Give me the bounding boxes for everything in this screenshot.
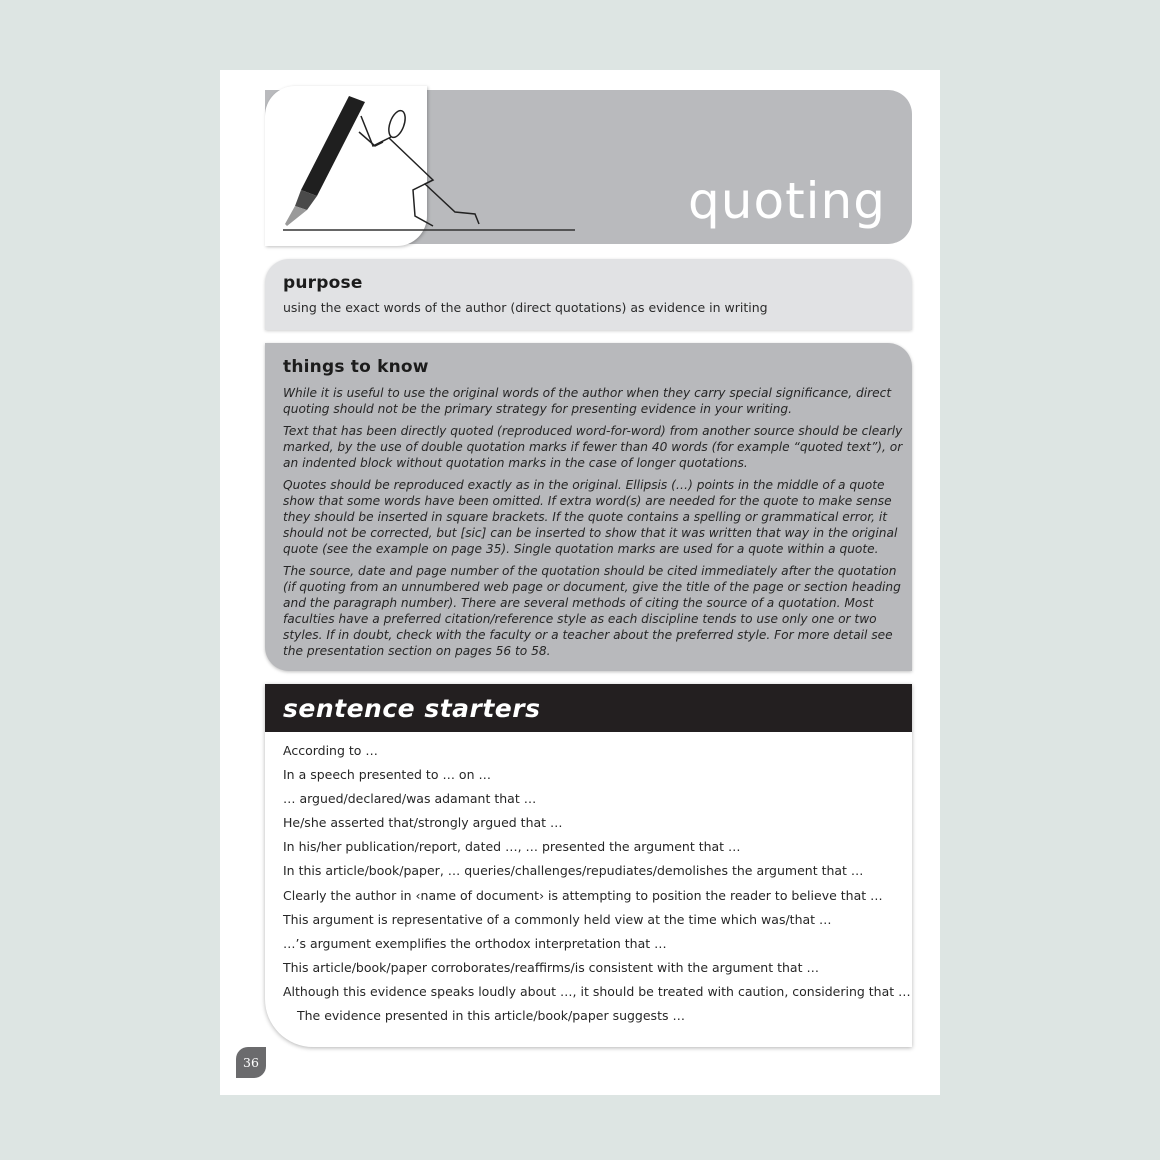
list-item: In a speech presented to … on … (283, 767, 491, 783)
list-item: This article/book/paper corroborates/reaffirms/is consistent with the argument that … (283, 959, 819, 975)
things-to-know-heading: things to know (283, 357, 429, 377)
list-item: …’s argument exemplifies the orthodox interpretation that … (283, 935, 667, 951)
list-item: According to … (283, 743, 378, 758)
things-to-know-section (265, 343, 912, 671)
know-paragraph: The source, date and page number of the quotation should be cited immediately after the quotation (if quoting from an unnumbered web page or document, give the title of the page or section heading and the paragraph number). There are several methods of citing the source of a quotation. Most faculties have a preferred citation/reference style as each discipline tends to use only one or two styles. If in doubt, check with the faculty or a teacher about the preferred style. For more detail see the presentation section on pages 56 to 58. (283, 564, 901, 658)
pen-pushing-figure-icon (265, 86, 595, 246)
list-item: The evidence presented in this article/book/paper suggests … (297, 1008, 685, 1024)
list-item: In his/her publication/report, dated …, … presented the argument that … (283, 839, 741, 855)
sentence-starters-list (265, 732, 912, 1029)
list-item: This argument is representative of a commonly held view at the time which was/that … (283, 911, 832, 927)
purpose-text: using the exact words of the author (direct quotations) as evidence in writing (283, 300, 768, 315)
list-item: In this article/book/paper, … queries/challenges/repudiates/demolishes the argument that … (283, 863, 864, 879)
sentence-starters-heading: sentence starters (265, 684, 912, 732)
purpose-heading: purpose (283, 273, 363, 293)
page-title: quoting (688, 172, 886, 230)
purpose-section (265, 259, 912, 330)
list-item: … argued/declared/was adamant that … (283, 791, 537, 807)
know-paragraph: Quotes should be reproduced exactly as in the original. Ellipsis (…) points in the middle of a quote show that some words have been omitted. If extra word(s) are needed for the quote to make sense they should be inserted in square brackets. If the quote contains a spelling or grammatical error, it should not be corrected, but [sic] can be inserted to show that it was written that way in the original quote (see the example on page 35). Single quotation marks are used for a quote within a quote. (283, 478, 898, 556)
know-paragraph: Text that has been directly quoted (reproduced word-for-word) from another source should be clearly marked, by the use of double quotation marks if fewer than 40 words (for example “quoted text”), or an indented block without quotation marks in the case of longer quotations. (283, 424, 903, 470)
list-item: He/she asserted that/strongly argued that … (283, 815, 563, 831)
page-number: 36 (236, 1047, 266, 1078)
list-item: Clearly the author in ‹name of document› is attempting to position the reader to believe that … (283, 887, 883, 903)
list-item: Although this evidence speaks loudly about …, it should be treated with caution, considering that … (283, 983, 911, 999)
know-paragraph: While it is useful to use the original words of the author when they carry special significance, direct quoting should not be the primary strategy for presenting evidence in your writing. (283, 386, 892, 416)
sentence-starters-section (265, 684, 912, 1047)
